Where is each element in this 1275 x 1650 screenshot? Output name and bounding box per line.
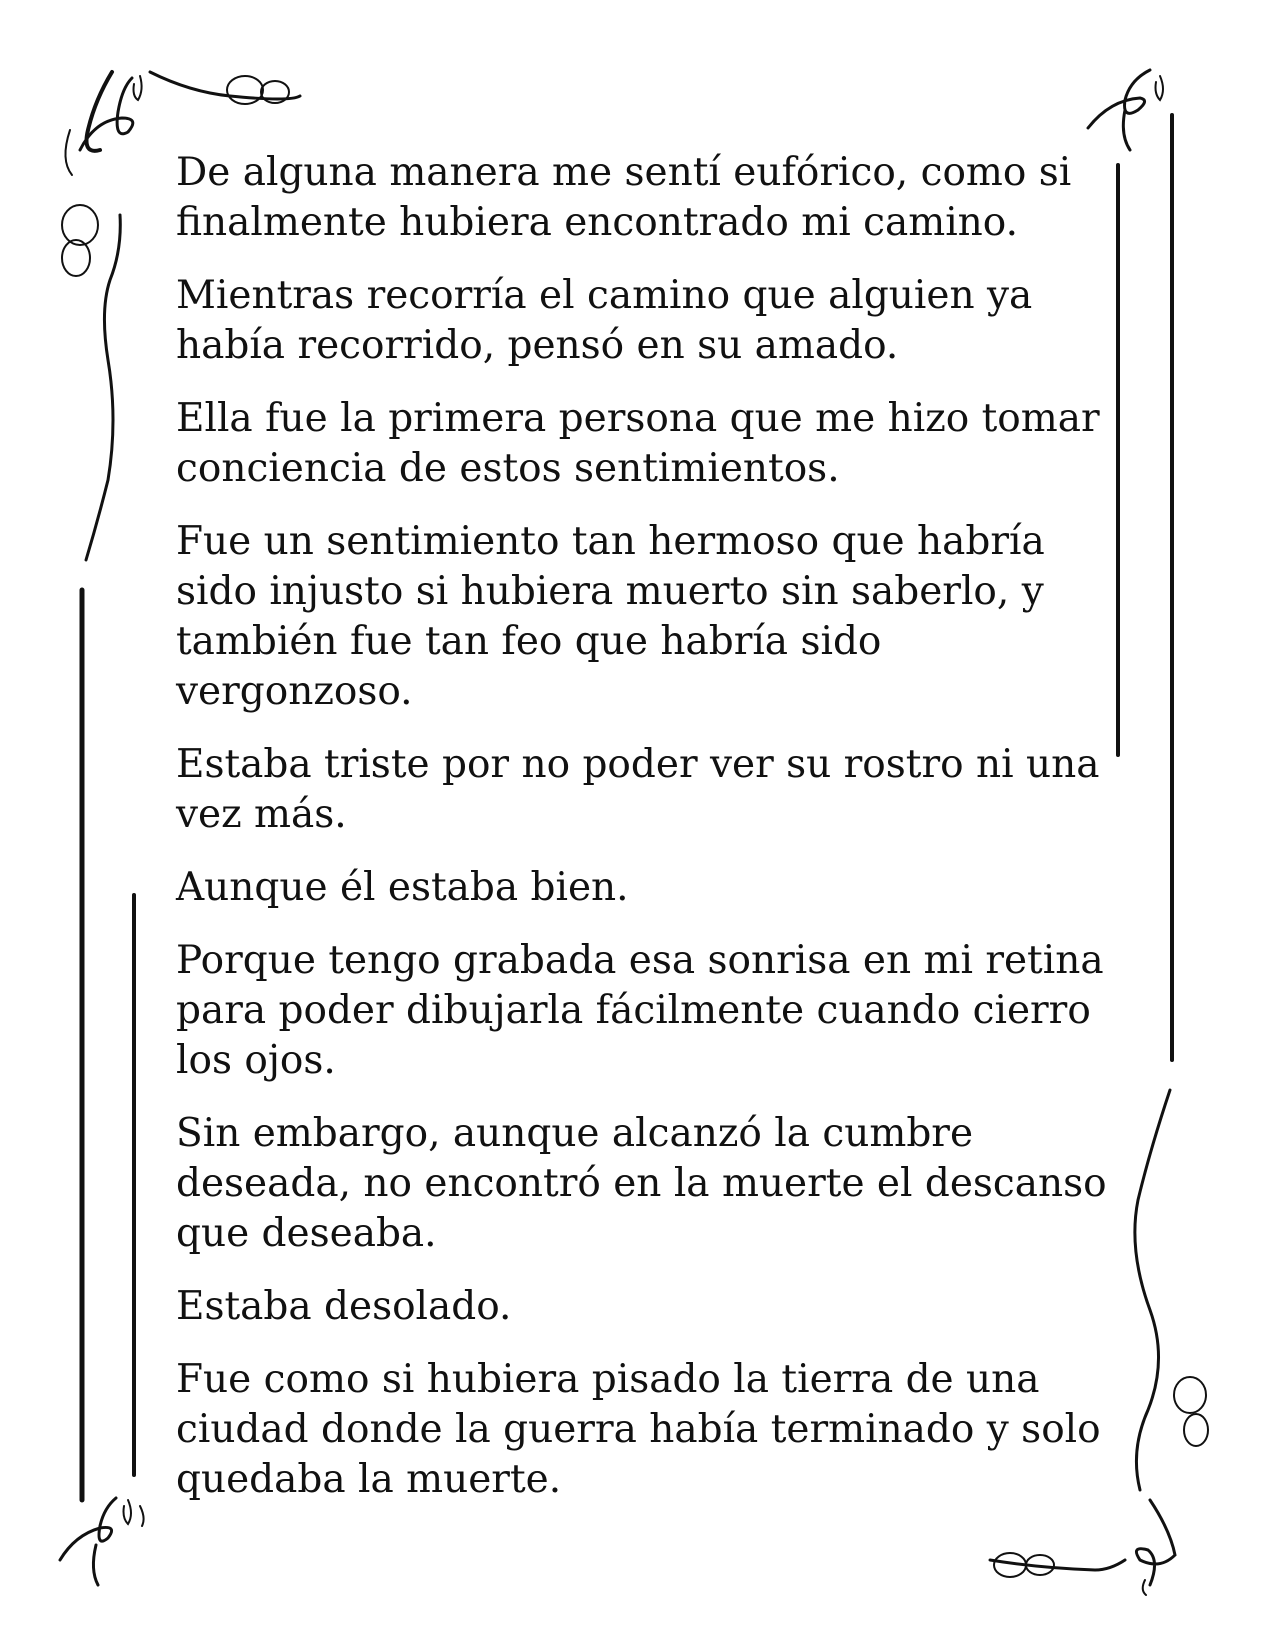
paragraph: Mientras recorría el camino que alguien ya había recorrido, pensó en su amado. (176, 273, 1033, 368)
paragraph: Aunque él estaba bien. (176, 865, 629, 910)
paragraph: Sin embargo, aunque alcanzó la cumbre deseada, no encontró en la muerte el descanso que deseaba. (176, 1111, 1107, 1256)
paragraph: De alguna manera me sentí eufórico, como si finalmente hubiera encontrado mi camino. (176, 150, 1072, 245)
paragraph: Fue un sentimiento tan hermoso que habría sido injusto si hubiera muerto sin saberlo, y también fue tan feo que habría sido vergonzoso. (176, 519, 1045, 714)
paragraph: Estaba desolado. (176, 1284, 512, 1329)
document-body (176, 148, 1121, 1528)
top-right-flourish-ornament (1088, 70, 1163, 150)
bottom-left-flourish-ornament (60, 1498, 144, 1585)
paragraph: Estaba triste por no poder ver su rostro ni una vez más. (176, 742, 1100, 837)
paragraph: Fue como si hubiera pisado la tierra de una ciudad donde la guerra había terminado y solo quedaba la muerte. (176, 1357, 1101, 1502)
paragraph: Ella fue la primera persona que me hizo tomar conciencia de estos sentimientos. (176, 396, 1100, 491)
paragraph: Porque tengo grabada esa sonrisa en mi retina para poder dibujarla fácilmente cuando cierro los ojos. (176, 938, 1104, 1083)
